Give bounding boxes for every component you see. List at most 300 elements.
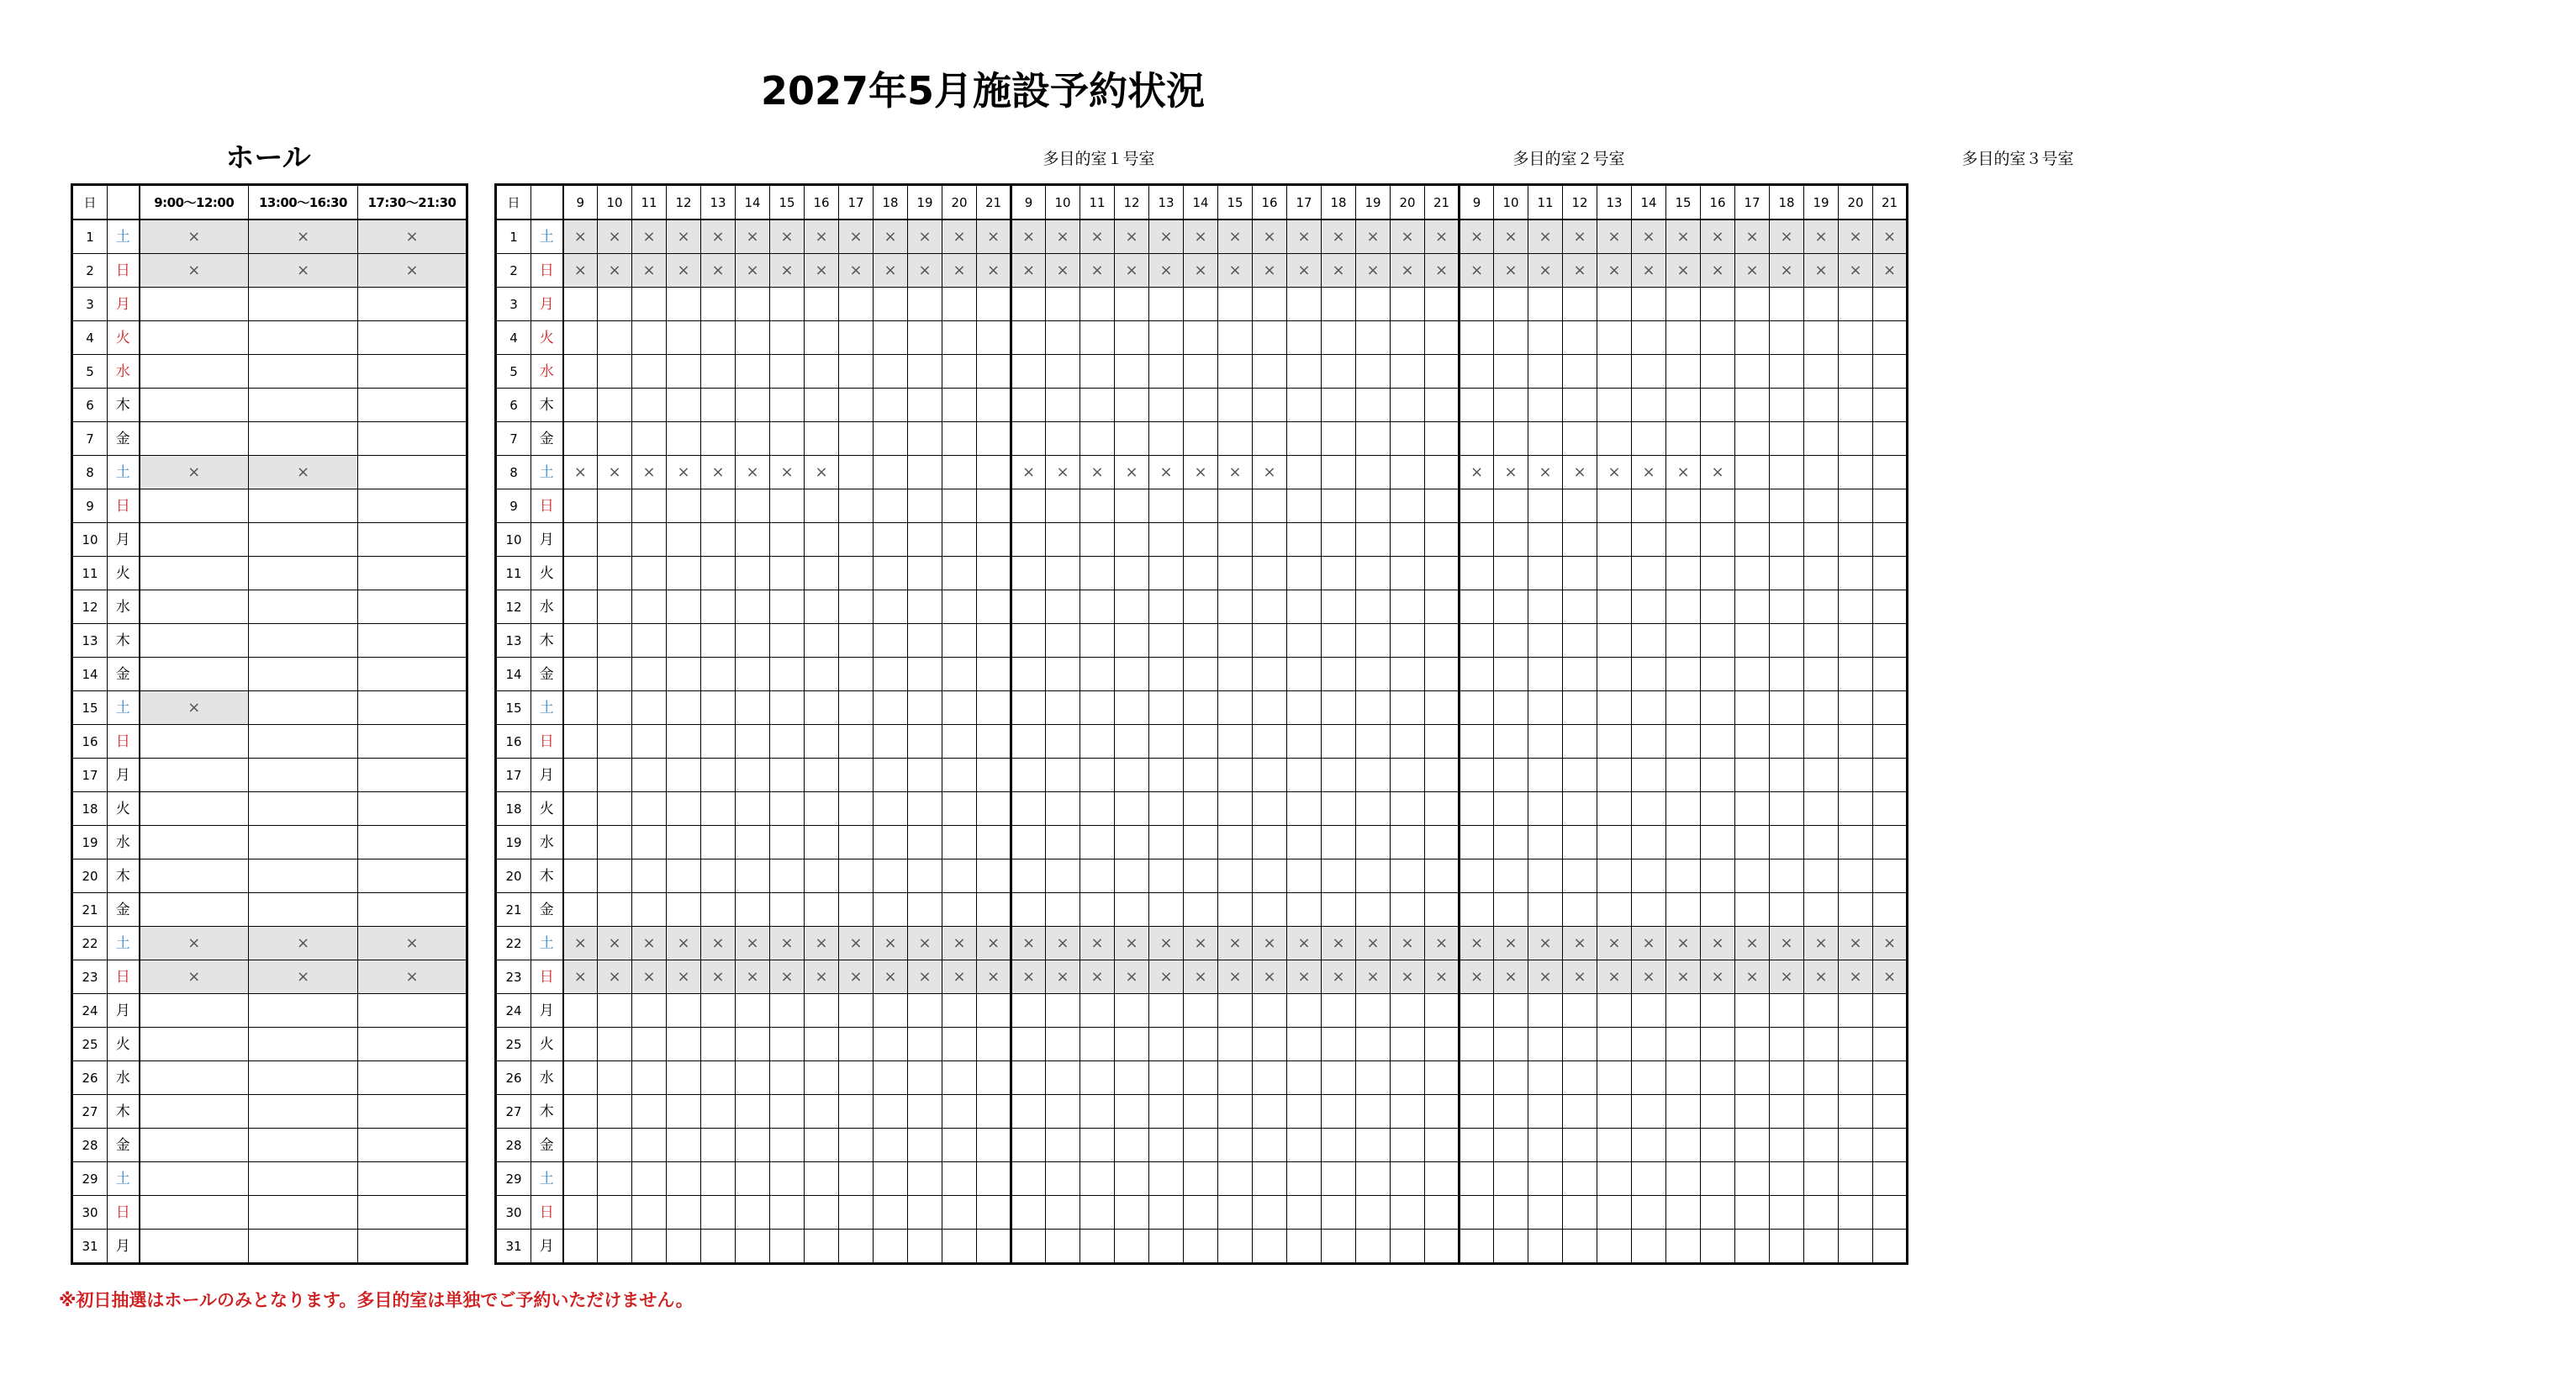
room-hour-open (1597, 1028, 1632, 1061)
room-hour-open (1080, 792, 1115, 826)
day-of-week: 土 (108, 456, 140, 489)
room-hour-open (942, 994, 977, 1028)
room-hour-booked: × (908, 960, 942, 994)
hour-column-header: 17 (1287, 185, 1322, 220)
room-hour-open (667, 624, 701, 658)
room-hour-open (839, 759, 874, 792)
hour-column-header: 19 (1356, 185, 1391, 220)
room-hour-open (598, 1162, 632, 1196)
room-hour-open (874, 1162, 908, 1196)
hall-day-row (72, 456, 467, 489)
room-hour-open (1218, 893, 1253, 927)
room-hour-booked: × (1356, 254, 1391, 288)
room-hour-booked: × (1528, 254, 1563, 288)
room-hour-open (908, 893, 942, 927)
room-hour-open (598, 792, 632, 826)
day-of-week: 土 (108, 219, 140, 254)
hall-slot-open (140, 355, 249, 389)
room-hour-open (1011, 1095, 1046, 1129)
hour-column-header: 10 (1046, 185, 1080, 220)
room-hour-open (977, 288, 1011, 321)
slot-column-header: 9:00〜12:00 (140, 185, 249, 220)
room-hour-open (1046, 1095, 1080, 1129)
room-hour-open (1597, 859, 1632, 893)
rooms-day-row (496, 893, 1908, 927)
room-hour-open (632, 321, 667, 355)
room-hour-open (1046, 1061, 1080, 1095)
room-hour-open (701, 658, 736, 691)
room-hour-open (1184, 792, 1218, 826)
room-hour-open (1253, 658, 1287, 691)
room-hour-open (1839, 422, 1873, 456)
room-hour-open (977, 489, 1011, 523)
room-hour-open (839, 1162, 874, 1196)
room-hour-booked: × (1528, 960, 1563, 994)
room-hour-open (1528, 893, 1563, 927)
room-hour-open (770, 1095, 805, 1129)
day-of-week: 日 (108, 489, 140, 523)
room-hour-open (1770, 1162, 1804, 1196)
room-hour-booked: × (1528, 927, 1563, 960)
room-hour-booked: × (1149, 219, 1184, 254)
room-hour-open (701, 994, 736, 1028)
room-hour-open (1253, 1095, 1287, 1129)
room-hour-open (1115, 1196, 1149, 1230)
room-hour-open (1597, 1230, 1632, 1264)
room-hour-open (805, 893, 839, 927)
room-hour-open (701, 759, 736, 792)
room-hour-open (1735, 792, 1770, 826)
room-hour-booked: × (736, 219, 770, 254)
room-hour-booked: × (1184, 254, 1218, 288)
room-hour-booked: × (1046, 219, 1080, 254)
room-hour-open (1804, 1230, 1839, 1264)
room-hour-open (1425, 1028, 1460, 1061)
room-hour-open (839, 725, 874, 759)
hall-slot-open (140, 624, 249, 658)
room-hour-open (563, 893, 598, 927)
room-hour-open (563, 1061, 598, 1095)
room-hour-open (942, 759, 977, 792)
room-hour-open (1322, 489, 1356, 523)
room-hour-open (736, 725, 770, 759)
room-hour-open (736, 826, 770, 859)
room-hour-booked: × (1080, 960, 1115, 994)
day-of-week: 月 (108, 759, 140, 792)
room-hour-open (1218, 1230, 1253, 1264)
room-hour-open (1701, 288, 1735, 321)
room-hour-open (1115, 1061, 1149, 1095)
room-hour-open (1494, 859, 1528, 893)
hall-slot-open (358, 691, 467, 725)
rooms-schedule-table (494, 183, 1908, 1265)
room-hour-open (598, 1095, 632, 1129)
room-hour-open (1735, 691, 1770, 725)
room-hour-open (839, 456, 874, 489)
room-hour-booked: × (1735, 927, 1770, 960)
room-hour-open (1873, 691, 1908, 725)
room-hour-open (1184, 1162, 1218, 1196)
room-hour-open (805, 1095, 839, 1129)
room-hour-open (1391, 624, 1425, 658)
room-hour-open (1218, 1028, 1253, 1061)
day-number: 20 (496, 859, 531, 893)
room-hour-open (1253, 523, 1287, 557)
room-hour-open (908, 288, 942, 321)
room-hour-open (770, 691, 805, 725)
room-hour-open (1839, 1129, 1873, 1162)
day-of-week: 水 (531, 355, 563, 389)
room-hour-open (1460, 1028, 1494, 1061)
room-hour-booked: × (1046, 456, 1080, 489)
room-hour-booked: × (1770, 219, 1804, 254)
room-hour-booked: × (1253, 254, 1287, 288)
room-hour-open (701, 489, 736, 523)
day-of-week: 金 (531, 422, 563, 456)
room-hour-open (736, 624, 770, 658)
hour-column-header: 12 (1115, 185, 1149, 220)
room-hour-open (1597, 523, 1632, 557)
room-hour-open (1149, 389, 1184, 422)
room-hour-open (1322, 893, 1356, 927)
day-number: 18 (496, 792, 531, 826)
room-hour-open (1011, 725, 1046, 759)
room-hour-open (736, 1162, 770, 1196)
hour-column-header: 20 (1391, 185, 1425, 220)
room-hour-open (1666, 489, 1701, 523)
room-hour-open (1666, 1061, 1701, 1095)
room-hour-open (1873, 759, 1908, 792)
hall-slot-open (249, 557, 358, 590)
room-hour-open (563, 859, 598, 893)
room-hour-open (1597, 1162, 1632, 1196)
room-hour-open (1460, 1230, 1494, 1264)
day-of-week: 火 (531, 792, 563, 826)
day-number: 16 (72, 725, 108, 759)
room-hour-open (908, 1230, 942, 1264)
room-hour-open (1735, 994, 1770, 1028)
room-hour-booked: × (1425, 219, 1460, 254)
room-hour-open (667, 1028, 701, 1061)
room-hour-open (1460, 288, 1494, 321)
room-hour-open (908, 759, 942, 792)
room-hour-open (1184, 557, 1218, 590)
room-hour-booked: × (1184, 219, 1218, 254)
room-hour-open (1253, 1028, 1287, 1061)
room-hour-open (1494, 422, 1528, 456)
room-hour-open (1701, 893, 1735, 927)
room-hour-open (1494, 1095, 1528, 1129)
room-hour-open (736, 1129, 770, 1162)
room-hour-open (1011, 355, 1046, 389)
room-hour-booked: × (1494, 960, 1528, 994)
room-hour-open (1253, 389, 1287, 422)
room-hour-booked: × (805, 219, 839, 254)
room-hour-open (1011, 557, 1046, 590)
rooms-day-row (496, 1061, 1908, 1095)
room-hour-booked: × (1563, 254, 1597, 288)
room-hour-open (1839, 288, 1873, 321)
hall-slot-open (249, 658, 358, 691)
room-hour-open (1115, 759, 1149, 792)
room-hour-open (1735, 321, 1770, 355)
room-hour-booked: × (1080, 927, 1115, 960)
day-of-week: 木 (108, 389, 140, 422)
room-hour-open (598, 557, 632, 590)
room-hour-booked: × (1563, 927, 1597, 960)
room-hour-open (1873, 456, 1908, 489)
room-hour-open (598, 624, 632, 658)
room-hour-open (1322, 624, 1356, 658)
room-hour-open (839, 994, 874, 1028)
room-hour-open (1287, 355, 1322, 389)
room-hour-open (1563, 355, 1597, 389)
room-hour-open (598, 590, 632, 624)
room-hour-booked: × (1218, 456, 1253, 489)
room-hour-booked: × (805, 254, 839, 288)
hour-column-header: 19 (1804, 185, 1839, 220)
day-of-week: 日 (108, 1196, 140, 1230)
room-hour-open (632, 1230, 667, 1264)
day-number: 1 (496, 219, 531, 254)
hall-day-row (72, 1028, 467, 1061)
room-hour-open (1873, 590, 1908, 624)
room-hour-open (839, 1230, 874, 1264)
room-hour-open (1804, 792, 1839, 826)
room-hour-open (1666, 321, 1701, 355)
room-hour-open (1425, 355, 1460, 389)
room-hour-booked: × (701, 456, 736, 489)
room-hour-open (1666, 1162, 1701, 1196)
hall-slot-open (358, 489, 467, 523)
room-hour-open (1804, 691, 1839, 725)
room-hour-open (1080, 389, 1115, 422)
hall-slot-open (140, 1061, 249, 1095)
room-hour-open (1735, 1162, 1770, 1196)
room-hour-open (1701, 792, 1735, 826)
room-hour-open (908, 1028, 942, 1061)
room-hour-open (1839, 1162, 1873, 1196)
room-hour-open (1804, 893, 1839, 927)
room-hour-open (770, 1028, 805, 1061)
hall-slot-open (140, 1095, 249, 1129)
room-hour-open (1425, 456, 1460, 489)
room-hour-open (908, 725, 942, 759)
room-hour-open (1632, 321, 1666, 355)
hall-day-row (72, 321, 467, 355)
hour-column-header: 14 (736, 185, 770, 220)
room-hour-open (1287, 1129, 1322, 1162)
room-hour-booked: × (1356, 960, 1391, 994)
room-hour-open (1287, 691, 1322, 725)
room-hour-open (1528, 489, 1563, 523)
room-hour-booked: × (1115, 960, 1149, 994)
room-hour-open (1115, 826, 1149, 859)
day-of-week: 火 (531, 557, 563, 590)
day-number: 29 (72, 1162, 108, 1196)
day-of-week: 日 (108, 254, 140, 288)
room-hour-open (1218, 288, 1253, 321)
room-hour-open (1356, 1028, 1391, 1061)
room-hour-open (839, 658, 874, 691)
room-hour-open (701, 792, 736, 826)
room-hour-open (1287, 792, 1322, 826)
room-hour-booked: × (1011, 960, 1046, 994)
room-hour-open (1804, 994, 1839, 1028)
room-hour-open (1632, 1129, 1666, 1162)
day-of-week: 水 (108, 590, 140, 624)
room-hour-open (770, 1129, 805, 1162)
room-hour-open (1184, 389, 1218, 422)
room-hour-open (1149, 691, 1184, 725)
room-hour-open (1494, 355, 1528, 389)
room-hour-open (598, 1230, 632, 1264)
room-hour-open (701, 1028, 736, 1061)
room-hour-open (632, 355, 667, 389)
room-hour-open (1701, 1129, 1735, 1162)
room-hour-open (632, 489, 667, 523)
room-hour-open (1425, 557, 1460, 590)
room-hour-open (1253, 1129, 1287, 1162)
room-hour-open (1528, 624, 1563, 658)
room-hour-open (1287, 590, 1322, 624)
room-hour-open (1839, 590, 1873, 624)
room-hour-open (701, 355, 736, 389)
rooms-day-row (496, 725, 1908, 759)
room-hour-booked: × (1460, 927, 1494, 960)
day-number: 2 (72, 254, 108, 288)
room-hour-open (1287, 1095, 1322, 1129)
hall-slot-open (249, 1061, 358, 1095)
room-hour-open (805, 1061, 839, 1095)
room-hour-open (874, 792, 908, 826)
hall-slot-booked: × (140, 927, 249, 960)
room-hour-open (839, 893, 874, 927)
room-hour-open (1632, 725, 1666, 759)
day-number: 4 (496, 321, 531, 355)
room-hour-open (1218, 489, 1253, 523)
room-hour-open (1115, 557, 1149, 590)
day-of-week: 土 (108, 1162, 140, 1196)
room-hour-open (908, 624, 942, 658)
room-hour-booked: × (1184, 960, 1218, 994)
room-hour-open (1460, 725, 1494, 759)
hour-column-header: 21 (1873, 185, 1908, 220)
room-hour-open (1597, 590, 1632, 624)
room-hour-open (1632, 389, 1666, 422)
room-hour-open (1184, 994, 1218, 1028)
room-hour-open (598, 523, 632, 557)
room-hour-open (563, 523, 598, 557)
room-hour-open (1011, 624, 1046, 658)
day-number: 14 (496, 658, 531, 691)
hall-slot-open (358, 859, 467, 893)
room-hour-open (1356, 1095, 1391, 1129)
hall-slot-open (249, 792, 358, 826)
room-hour-open (1391, 658, 1425, 691)
room-hour-open (1287, 422, 1322, 456)
room-hour-open (1770, 994, 1804, 1028)
room-hour-open (1701, 389, 1735, 422)
rooms-day-row (496, 658, 1908, 691)
room-hour-open (1873, 1196, 1908, 1230)
room-hour-booked: × (839, 219, 874, 254)
room-hour-open (977, 1162, 1011, 1196)
day-number: 11 (496, 557, 531, 590)
hall-day-row (72, 624, 467, 658)
room-hour-open (1804, 590, 1839, 624)
room-hour-open (1356, 456, 1391, 489)
room-hour-open (736, 994, 770, 1028)
room-hour-booked: × (563, 927, 598, 960)
room-hour-open (1253, 624, 1287, 658)
room-hour-open (701, 725, 736, 759)
rooms-day-row (496, 219, 1908, 254)
room-hour-booked: × (1391, 960, 1425, 994)
room-hour-open (1839, 489, 1873, 523)
room-hour-open (563, 1095, 598, 1129)
hour-column-header: 11 (632, 185, 667, 220)
room-hour-open (632, 590, 667, 624)
room-hour-booked: × (1632, 254, 1666, 288)
room-hour-open (1597, 389, 1632, 422)
room-hour-open (701, 557, 736, 590)
room-hour-open (1356, 1162, 1391, 1196)
room-hour-open (1632, 1162, 1666, 1196)
room-hour-open (1735, 422, 1770, 456)
room-hour-open (1735, 1095, 1770, 1129)
hall-day-row (72, 1162, 467, 1196)
rooms-day-row (496, 389, 1908, 422)
day-number: 15 (496, 691, 531, 725)
rooms-day-row (496, 489, 1908, 523)
room-hour-open (1046, 893, 1080, 927)
room-hour-open (1528, 658, 1563, 691)
rooms-day-row (496, 960, 1908, 994)
room-hour-open (942, 557, 977, 590)
room-hour-open (1218, 691, 1253, 725)
room-hour-open (874, 422, 908, 456)
room-hour-booked: × (1770, 927, 1804, 960)
room-hour-booked: × (1218, 927, 1253, 960)
room-hour-open (1528, 1095, 1563, 1129)
room-hour-booked: × (1322, 254, 1356, 288)
room-hour-open (563, 288, 598, 321)
rooms-day-row (496, 1162, 1908, 1196)
room-hour-open (1770, 456, 1804, 489)
room-hour-open (1356, 590, 1391, 624)
room-hour-open (1253, 1230, 1287, 1264)
room-hour-open (1563, 1196, 1597, 1230)
room-hour-open (1287, 456, 1322, 489)
room-hour-open (598, 725, 632, 759)
day-of-week: 日 (531, 1196, 563, 1230)
room-hour-open (1115, 489, 1149, 523)
room-hour-open (1184, 321, 1218, 355)
room-hour-open (1563, 1230, 1597, 1264)
room-hour-open (874, 1061, 908, 1095)
hour-column-header: 16 (805, 185, 839, 220)
room-hour-open (1701, 759, 1735, 792)
room-hour-open (1735, 557, 1770, 590)
room-hour-booked: × (632, 960, 667, 994)
room-hour-open (1597, 1129, 1632, 1162)
room-hour-open (1322, 1230, 1356, 1264)
room-hour-open (770, 624, 805, 658)
room-hour-booked: × (1839, 254, 1873, 288)
room-hour-open (805, 859, 839, 893)
dow-column-header (108, 185, 140, 220)
